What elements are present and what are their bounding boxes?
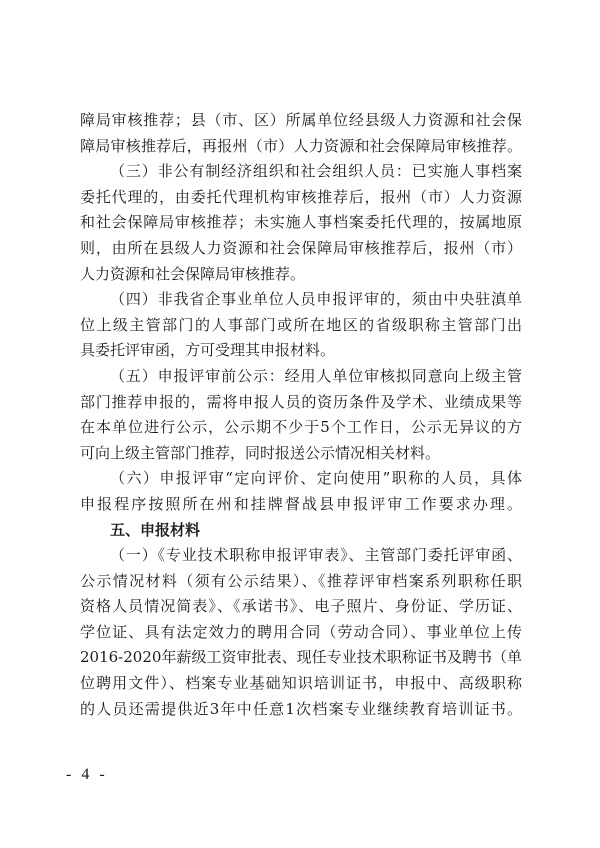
text-line: 申报程序按照所在州和挂牌督战县申报评审工作要求办理。 bbox=[80, 494, 522, 513]
text-line: 位聘用文件）、档案专业基础知识培训证书，申报中、高级职称 bbox=[80, 674, 522, 693]
paragraph-item-3 bbox=[80, 159, 522, 287]
paragraph-item-5 bbox=[80, 364, 522, 466]
text-line: 委托代理的，由委托代理机构审核推荐后，报州（市）人力资源 bbox=[80, 187, 522, 206]
paragraph-materials-1 bbox=[80, 543, 522, 722]
text-line: 的人员还需提供近3年中任意1次档案专业继续教育培训证书。 bbox=[80, 699, 522, 718]
text-line: 资格人员情况简表》、《承诺书》、电子照片、身份证、学历证、 bbox=[80, 597, 522, 616]
text-line: （一）《专业技术职称申报评审表》、主管部门委托评审函、 bbox=[110, 546, 522, 565]
text-line: 部门推荐申报的，需将申报人员的资历条件及学术、业绩成果等 bbox=[80, 392, 522, 411]
paragraph-item-6 bbox=[80, 466, 522, 517]
text-line: 障局审核推荐后，再报州（市）人力资源和社会保障局审核推荐。 bbox=[80, 136, 522, 155]
paragraph-item-4 bbox=[80, 287, 522, 364]
text-line: 在本单位进行公示，公示期不少于5个工作日，公示无异议的方 bbox=[80, 418, 522, 437]
text-line: 可向上级主管部门推荐，同时报送公示情况相关材料。 bbox=[80, 443, 441, 462]
text-line: 位上级主管部门的人事部门或所在地区的省级职称主管部门出 bbox=[80, 315, 522, 334]
text-line: 障局审核推荐；县（市、区）所属单位经县级人力资源和社会保 bbox=[80, 111, 522, 129]
paragraph-continued bbox=[80, 108, 522, 159]
text-line: （四）非我省企事业单位人员申报评审的，须由中央驻滇单 bbox=[110, 290, 522, 309]
page-number: - 4 - bbox=[66, 766, 108, 783]
text-line: （六）申报评审“定向评价、定向使用”职称的人员，具体 bbox=[110, 469, 522, 488]
text-line: 和社会保障局审核推荐；未实施人事档案委托代理的，按属地原 bbox=[80, 213, 522, 232]
text-line: 公示情况材料（须有公示结果）、《推荐评审档案系列职称任职 bbox=[80, 571, 522, 590]
text-line: （五）申报评审前公示：经用人单位审核拟同意向上级主管 bbox=[110, 366, 522, 385]
text-line: 学位证、具有法定效力的聘用合同（劳动合同）、事业单位上传 bbox=[80, 622, 522, 641]
document-body bbox=[80, 108, 522, 722]
section-heading: 五、申报材料 bbox=[110, 520, 201, 539]
text-line: 具委托评审函，方可受理其申报材料。 bbox=[80, 341, 336, 360]
text-line: 2016-2020年薪级工资审批表、现任专业技术职称证书及聘书（单 bbox=[80, 648, 522, 667]
text-line: （三）非公有制经济组织和社会组织人员：已实施人事档案 bbox=[110, 162, 522, 181]
text-line: 人力资源和社会保障局审核推荐。 bbox=[80, 264, 306, 283]
text-line: 则，由所在县级人力资源和社会保障局审核推荐后，报州（市） bbox=[80, 238, 522, 257]
